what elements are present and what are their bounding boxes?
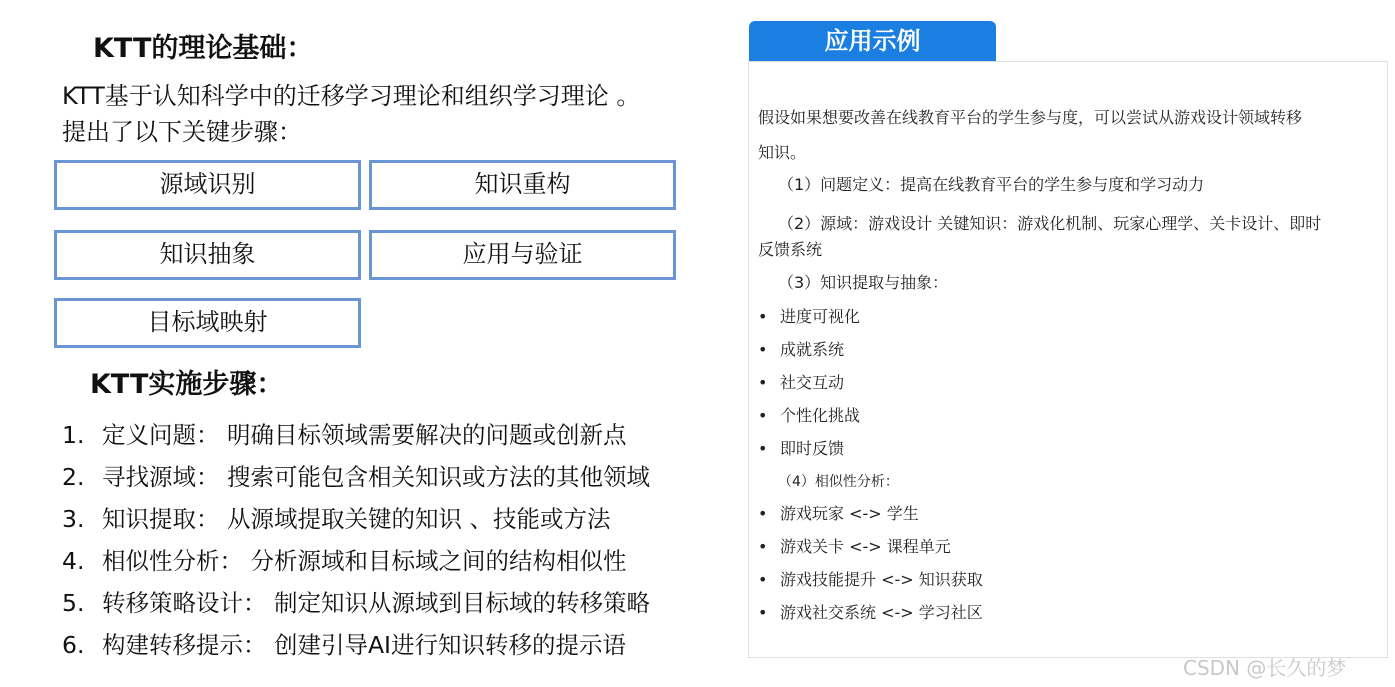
bullet-text: 个性化挑战: [780, 406, 861, 425]
extraction-bullet: [758, 337, 844, 360]
step-number: 1.: [62, 421, 85, 449]
bullet-text: 进度可视化: [780, 307, 861, 326]
key-step-knowledge-abstraction: 知识抽象: [54, 230, 361, 280]
implementation-step: [62, 416, 626, 450]
step-text: 转移策略设计： 制定知识从源域到目标域的转移策略: [102, 589, 650, 617]
step-text: 定义问题： 明确目标领域需要解决的问题或创新点: [102, 421, 627, 449]
implementation-step: [62, 542, 626, 576]
similarity-bullet: [758, 534, 951, 557]
key-step-knowledge-restructure: 知识重构: [369, 160, 676, 210]
intro-line-2: 提出了以下关键步骤：: [62, 118, 302, 146]
example-tab: 应用示例: [749, 21, 996, 61]
key-step-application-validation: 应用与验证: [369, 230, 676, 280]
bullet-dot-icon: •: [758, 340, 768, 359]
step-number: 2.: [62, 463, 85, 491]
bullet-dot-icon: •: [758, 373, 768, 392]
similarity-bullet: [758, 501, 919, 524]
source-domain-line-1: （2）源域：游戏设计 关键知识：游戏化机制、玩家心理学、关卡设计、即时: [778, 214, 1322, 233]
bullet-dot-icon: •: [758, 439, 768, 458]
implementation-steps-list: [62, 0, 742, 687]
example-intro-line-2: 知识。: [758, 143, 807, 162]
implementation-step: [62, 584, 650, 618]
step-text: 寻找源域： 搜索可能包含相关知识或方法的其他领域: [102, 463, 650, 491]
step-number: 3.: [62, 505, 85, 533]
bullet-text: 成就系统: [780, 340, 845, 359]
theory-heading: KTT的理论基础：: [93, 33, 314, 64]
similarity-heading: （4）相似性分析：: [778, 474, 899, 490]
step-number: 6.: [62, 631, 85, 659]
similarity-bullet: [758, 600, 983, 623]
extraction-bullet: [758, 403, 860, 426]
extraction-heading: （3）知识提取与抽象：: [778, 273, 949, 292]
key-step-source-identification: 源域识别: [54, 160, 361, 210]
bullet-text: 社交互动: [780, 373, 845, 392]
bullet-dot-icon: •: [758, 603, 768, 622]
bullet-text: 游戏技能提升 <-> 知识获取: [780, 570, 983, 589]
implementation-step: [62, 458, 650, 492]
implementation-step: [62, 500, 610, 534]
problem-definition: （1）问题定义：提高在线教育平台的学生参与度和学习动力: [778, 175, 1205, 194]
bullet-text: 游戏社交系统 <-> 学习社区: [780, 603, 983, 622]
implementation-heading: KTT实施步骤：: [90, 369, 284, 400]
step-number: 4.: [62, 547, 85, 575]
step-number: 5.: [62, 589, 85, 617]
extraction-bullet: [758, 370, 844, 393]
bullet-dot-icon: •: [758, 406, 768, 425]
bullet-dot-icon: •: [758, 504, 768, 523]
step-text: 相似性分析： 分析源域和目标域之间的结构相似性: [102, 547, 627, 575]
bullet-text: 即时反馈: [780, 439, 845, 458]
step-text: 构建转移提示： 创建引导AI进行知识转移的提示语: [102, 631, 626, 659]
bullet-dot-icon: •: [758, 307, 768, 326]
watermark: CSDN @长久的梦: [1183, 656, 1347, 680]
implementation-step: [62, 626, 626, 660]
extraction-bullet: [758, 304, 860, 327]
bullet-dot-icon: •: [758, 570, 768, 589]
extraction-bullet: [758, 436, 844, 459]
source-domain-line-2: 反馈系统: [758, 240, 823, 259]
key-step-target-mapping: 目标域映射: [54, 298, 361, 348]
similarity-bullet: [758, 567, 983, 590]
bullet-text: 游戏玩家 <-> 学生: [780, 504, 919, 523]
intro-line-1: KTT基于认知科学中的迁移学习理论和组织学习理论 。: [62, 82, 641, 110]
example-intro-line-1: 假设如果想要改善在线教育平台的学生参与度，可以尝试从游戏设计领域转移: [758, 108, 1303, 127]
bullet-text: 游戏关卡 <-> 课程单元: [780, 537, 951, 556]
bullet-dot-icon: •: [758, 537, 768, 556]
step-text: 知识提取： 从源域提取关键的知识 、技能或方法: [102, 505, 611, 533]
